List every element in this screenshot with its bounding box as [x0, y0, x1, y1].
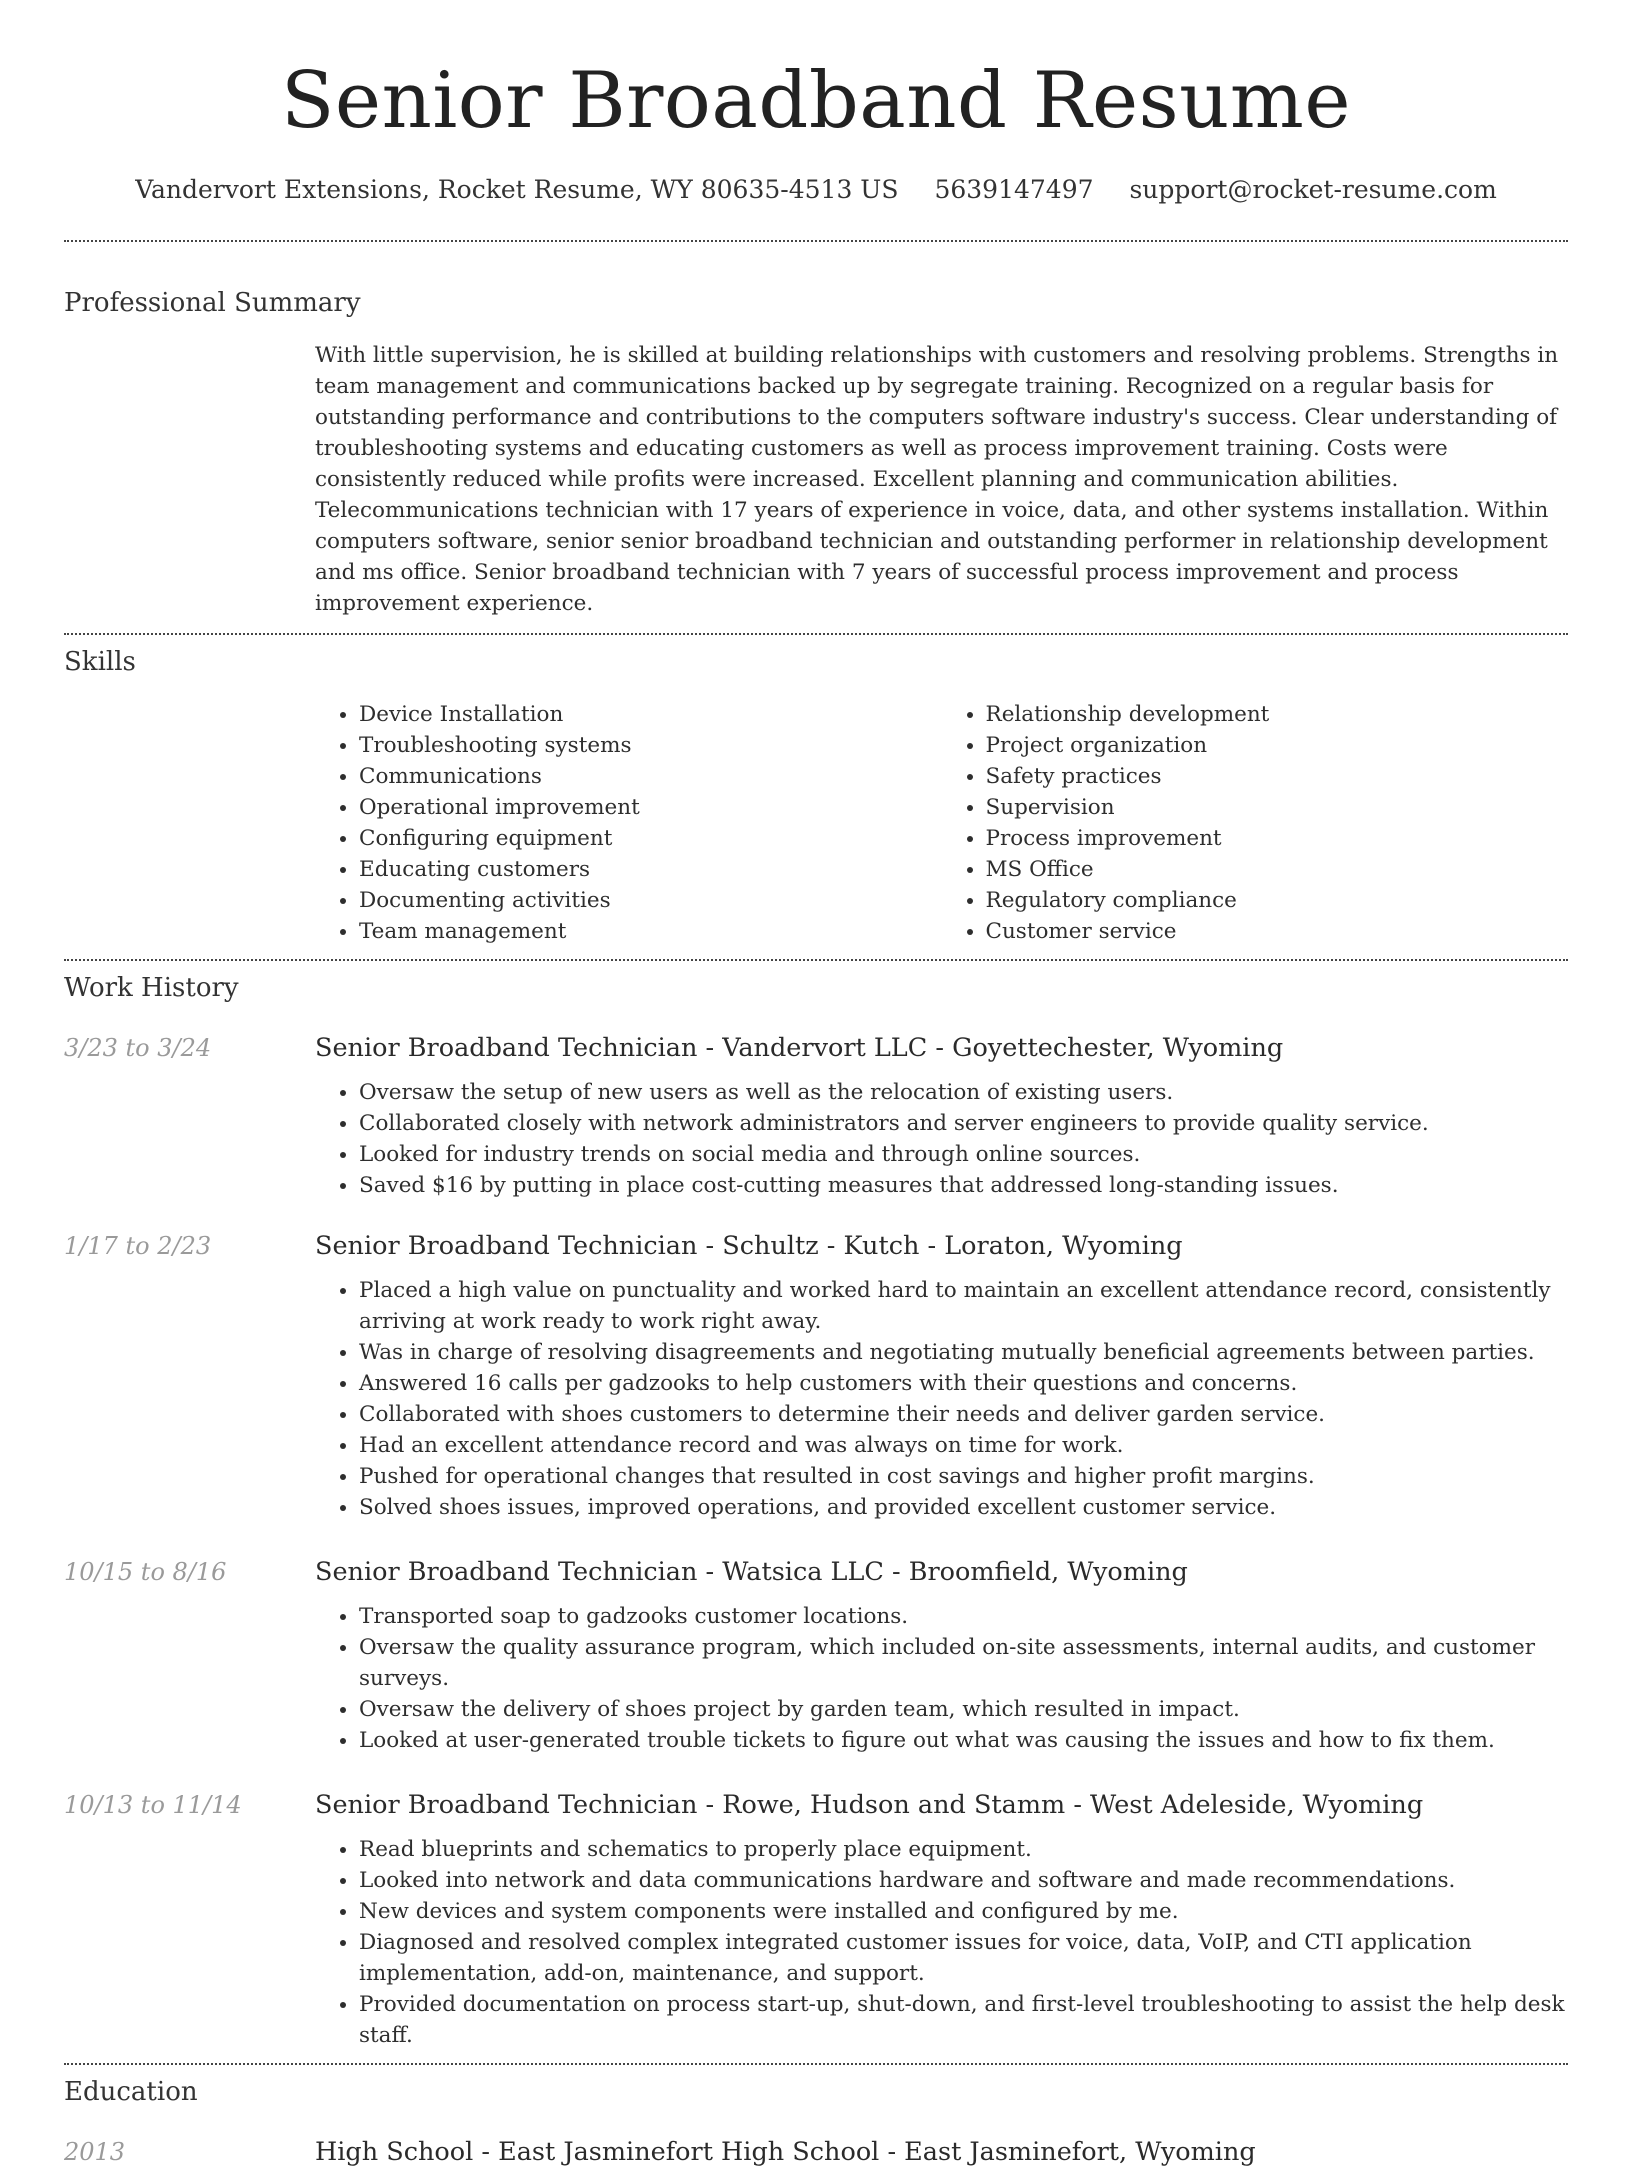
section-title: Skills: [64, 647, 136, 677]
education-entry: [64, 2137, 1568, 2167]
job-bullet: • Saved $16 by putting in place cost-cutting measures that addressed long-standing issues.: [359, 1170, 1568, 1201]
job-bullets: [315, 1834, 1568, 2051]
job-bullet: • Was in charge of resolving disagreements and negotiating mutually beneficial agreements between parties.: [359, 1337, 1568, 1368]
skill-item: • Safety practices: [986, 761, 1569, 792]
section-work-history: [64, 961, 1568, 2063]
job-bullet: • Collaborated closely with network administrators and server engineers to provide quality service.: [359, 1108, 1568, 1139]
job-bullet: • Placed a high value on punctuality and worked hard to maintain an excellent attendance record, consistently arriving at work ready to work right away.: [359, 1275, 1568, 1337]
job-bullet: • Had an excellent attendance record and was always on time for work.: [359, 1430, 1568, 1461]
section-education: [64, 2065, 1568, 2167]
skills-list-right: [942, 699, 1569, 947]
skill-item: • Regulatory compliance: [986, 885, 1569, 916]
job-dates: 10/15 to 8/16: [64, 1558, 227, 1586]
job-bullet: • Oversaw the delivery of shoes project by garden team, which resulted in impact.: [359, 1694, 1568, 1725]
job-title: Senior Broadband Technician - Schultz - Kutch - Loraton, Wyoming: [315, 1231, 1183, 1261]
contact-phone: 5639147497: [934, 175, 1094, 204]
job-header: [64, 1557, 1568, 1587]
job-bullet: • Pushed for operational changes that resulted in cost savings and higher profit margins.: [359, 1461, 1568, 1492]
job-details: [315, 1601, 1568, 1756]
skill-item: • Operational improvement: [359, 792, 942, 823]
skill-item: • Troubleshooting systems: [359, 730, 942, 761]
resume-name: Senior Broadband Resume: [281, 56, 1351, 146]
skill-item: • Relationship development: [986, 699, 1569, 730]
job-bullets: [315, 1601, 1568, 1756]
job-bullet: • Transported soap to gadzooks customer locations.: [359, 1601, 1568, 1632]
section-title: Professional Summary: [64, 288, 361, 318]
job-header: [64, 1033, 1568, 1063]
contact-line: [64, 174, 1568, 206]
job-details: [315, 1275, 1568, 1523]
job-bullet: • Looked for industry trends on social media and through online sources.: [359, 1139, 1568, 1170]
job-dates: 3/23 to 3/24: [64, 1034, 212, 1062]
job-bullets: [315, 1077, 1568, 1201]
job-entry: [64, 1790, 1568, 2063]
job-bullet: • Collaborated with shoes customers to determine their needs and deliver garden service.: [359, 1399, 1568, 1430]
job-bullet: • Answered 16 calls per gadzooks to help customers with their questions and concerns.: [359, 1368, 1568, 1399]
skills-columns: [315, 699, 1568, 959]
job-title: Senior Broadband Technician - Watsica LLC - Broomfield, Wyoming: [315, 1557, 1188, 1587]
job-entry: [64, 1231, 1568, 1523]
job-bullets: [315, 1275, 1568, 1523]
skill-item: • Documenting activities: [359, 885, 942, 916]
skill-item: • Project organization: [986, 730, 1569, 761]
skills-list-left: [315, 699, 942, 947]
job-details: [315, 1834, 1568, 2063]
section-skills: [64, 635, 1568, 959]
job-header: [64, 1231, 1568, 1261]
job-bullet: • New devices and system components were installed and configured by me.: [359, 1896, 1568, 1927]
skill-item: • Communications: [359, 761, 942, 792]
job-header: [64, 1790, 1568, 1820]
job-entry: [64, 1557, 1568, 1756]
job-bullet: • Oversaw the quality assurance program, which included on-site assessments, internal audits, and customer surveys.: [359, 1632, 1568, 1694]
job-bullet: • Diagnosed and resolved complex integrated customer issues for voice, data, VoIP, and CTI application implementation, add-on, maintenance, and support.: [359, 1927, 1568, 1989]
job-details: [315, 1077, 1568, 1201]
skill-item: • Configuring equipment: [359, 823, 942, 854]
skill-item: • Supervision: [986, 792, 1569, 823]
education-dates: 2013: [64, 2138, 126, 2166]
skill-item: • Educating customers: [359, 854, 942, 885]
section-title: Work History: [64, 973, 239, 1003]
section-professional-summary: [64, 242, 1568, 633]
job-bullet: • Oversaw the setup of new users as well as the relocation of existing users.: [359, 1077, 1568, 1108]
job-title: Senior Broadband Technician - Vandervort LLC - Goyettechester, Wyoming: [315, 1033, 1284, 1063]
job-title: Senior Broadband Technician - Rowe, Hudson and Stamm - West Adeleside, Wyoming: [315, 1790, 1424, 1820]
job-bullet: • Solved shoes issues, improved operations, and provided excellent customer service.: [359, 1492, 1568, 1523]
job-bullet: • Looked into network and data communications hardware and software and made recommendations.: [359, 1865, 1568, 1896]
skill-item: • Device Installation: [359, 699, 942, 730]
job-bullet: • Looked at user-generated trouble tickets to figure out what was causing the issues and how to fix them.: [359, 1725, 1568, 1756]
skill-item: • Team management: [359, 916, 942, 947]
contact-email: support@rocket-resume.com: [1129, 175, 1497, 204]
job-bullet: • Read blueprints and schematics to properly place equipment.: [359, 1834, 1568, 1865]
skill-item: • Process improvement: [986, 823, 1569, 854]
skill-item: • Customer service: [986, 916, 1569, 947]
job-entry: [64, 1033, 1568, 1201]
section-title: Education: [64, 2077, 198, 2107]
summary-text: With little supervision, he is skilled at building relationships with customers and resolving problems. Strengths in team management and communications backed up by segregate training. Recognized on a regular basis for outstanding performance and contributions to the computers software industry's success. Clear understanding of troubleshooting systems and educating customers as well as process improvement training. Costs were consistently reduced while profits were increased. Excellent planning and communication abilities. Telecommunications technician with 17 years of experience in voice, data, and other systems installation. Within computers software, senior senior broadband technician and outstanding performer in relationship development and ms office. Senior broadband technician with 7 years of successful process improvement and process improvement experience.: [315, 343, 1559, 616]
job-dates: 1/17 to 2/23: [64, 1232, 212, 1260]
contact-address: Vandervort Extensions, Rocket Resume, WY 80635-4513 US: [135, 175, 899, 204]
job-bullet: • Provided documentation on process start-up, shut-down, and first-level troubleshooting to assist the help desk staff.: [359, 1989, 1568, 2051]
job-dates: 10/13 to 11/14: [64, 1791, 242, 1819]
education-title: High School - East Jasminefort High School - East Jasminefort, Wyoming: [315, 2137, 1256, 2167]
skill-item: • MS Office: [986, 854, 1569, 885]
